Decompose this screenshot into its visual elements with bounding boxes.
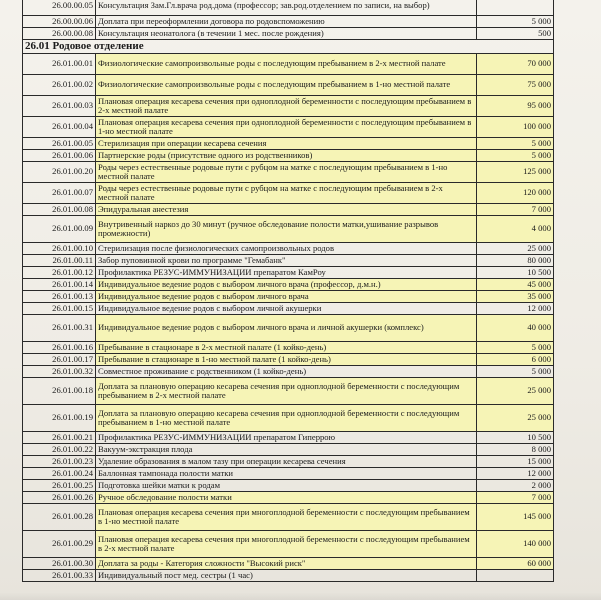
service-description: Баллонная тампонада полости матки xyxy=(96,468,477,480)
price-row xyxy=(23,456,554,468)
service-code: 26.01.00.01 xyxy=(23,54,96,75)
service-description: Роды через естественные родовые пути с рубцом на матке с последующим пребыванием в 2-х местной палате xyxy=(96,183,477,204)
page-edge-shadow xyxy=(0,592,601,600)
service-code: 26.01.00.13 xyxy=(23,291,96,303)
service-code: 26.01.00.18 xyxy=(23,378,96,405)
service-price xyxy=(477,0,554,16)
price-row xyxy=(23,117,554,138)
price-row xyxy=(23,28,554,40)
service-code: 26.01.00.22 xyxy=(23,444,96,456)
service-price: 70 000 xyxy=(477,54,554,75)
service-description: Доплата за плановую операцию кесарева сечения при одноплодной беременности с последующим пребыванием в 2-х местной палате xyxy=(96,378,477,405)
service-price: 45 000 xyxy=(477,279,554,291)
service-price xyxy=(477,570,554,582)
section-title: 26.01 Родовое отделение xyxy=(23,40,554,54)
service-price: 40 000 xyxy=(477,315,554,342)
service-description: Партнерские роды (присутствие одного из родственников) xyxy=(96,150,477,162)
price-row xyxy=(23,315,554,342)
service-description: Профилактика РЕЗУС-ИММУНИЗАЦИИ препаратом КамРоу xyxy=(96,267,477,279)
service-price: 35 000 xyxy=(477,291,554,303)
service-price: 12 000 xyxy=(477,468,554,480)
service-code: 26.01.00.04 xyxy=(23,117,96,138)
service-code: 26.01.00.32 xyxy=(23,366,96,378)
service-description: Профилактика РЕЗУС-ИММУНИЗАЦИИ препаратом Гиперрою xyxy=(96,432,477,444)
service-price: 4 000 xyxy=(477,216,554,243)
service-code: 26.01.00.29 xyxy=(23,531,96,558)
service-code: 26.01.00.16 xyxy=(23,342,96,354)
service-code: 26.01.00.17 xyxy=(23,354,96,366)
service-code: 26.01.00.30 xyxy=(23,558,96,570)
service-description: Роды через естественные родовые пути с рубцом на матке с последующим пребыванием в 1-но местной палате xyxy=(96,162,477,183)
service-code: 26.01.00.15 xyxy=(23,303,96,315)
price-row xyxy=(23,366,554,378)
price-row xyxy=(23,162,554,183)
price-row xyxy=(23,54,554,75)
service-code: 26.01.00.06 xyxy=(23,150,96,162)
section-header xyxy=(23,40,554,54)
price-row xyxy=(23,405,554,432)
price-row xyxy=(23,279,554,291)
price-row xyxy=(23,444,554,456)
price-row xyxy=(23,291,554,303)
service-price: 8 000 xyxy=(477,444,554,456)
service-price: 80 000 xyxy=(477,255,554,267)
service-description: Плановая операция кесарева сечения при одноплодной беременности с последующим пребыванием в 2-х местной палате xyxy=(96,96,477,117)
service-description: Стерилизация при операции кесарева сечения xyxy=(96,138,477,150)
service-price: 120 000 xyxy=(477,183,554,204)
service-price: 6 000 xyxy=(477,354,554,366)
price-row xyxy=(23,255,554,267)
price-row xyxy=(23,75,554,96)
service-description: Физиологические самопроизвольные роды с последующим пребыванием в 2-х местной палате xyxy=(96,54,477,75)
price-row xyxy=(23,183,554,204)
service-description: Индивидуальное ведение родов с выбором личного врача (профессор, д.м.н.) xyxy=(96,279,477,291)
price-row xyxy=(23,342,554,354)
service-description: Подготовка шейки матки к родам xyxy=(96,480,477,492)
service-description: Забор пуповинной крови по программе "Гемабанк" xyxy=(96,255,477,267)
service-code: 26.01.00.02 xyxy=(23,75,96,96)
price-row xyxy=(23,354,554,366)
price-row xyxy=(23,570,554,582)
service-code: 26.01.00.07 xyxy=(23,183,96,204)
service-code: 26.01.00.12 xyxy=(23,267,96,279)
price-row xyxy=(23,150,554,162)
price-row xyxy=(23,378,554,405)
service-price: 125 000 xyxy=(477,162,554,183)
service-description: Доплата за роды - Категория сложности "Высокий риск" xyxy=(96,558,477,570)
service-price: 5 000 xyxy=(477,150,554,162)
service-description: Индивидуальное ведение родов с выбором личного врача xyxy=(96,291,477,303)
service-price: 10 500 xyxy=(477,267,554,279)
service-code: 26.01.00.31 xyxy=(23,315,96,342)
service-description: Внутривенный наркоз до 30 минут (ручное обследование полости матки,ушивание разрывов промежности) xyxy=(96,216,477,243)
service-code: 26.01.00.11 xyxy=(23,255,96,267)
price-table xyxy=(22,0,554,582)
service-price: 95 000 xyxy=(477,96,554,117)
price-row xyxy=(23,216,554,243)
service-price: 140 000 xyxy=(477,531,554,558)
service-code: 26.01.00.24 xyxy=(23,468,96,480)
service-code: 26.00.00.05 xyxy=(23,0,96,16)
price-row xyxy=(23,504,554,531)
service-price: 15 000 xyxy=(477,456,554,468)
service-code: 26.00.00.06 xyxy=(23,16,96,28)
service-price: 145 000 xyxy=(477,504,554,531)
service-description: Стерилизация после физиологических самопроизвольных родов xyxy=(96,243,477,255)
service-price: 5 000 xyxy=(477,342,554,354)
price-row xyxy=(23,531,554,558)
service-code: 26.01.00.26 xyxy=(23,492,96,504)
service-description: Совместное проживание с родственником (1 койко-день) xyxy=(96,366,477,378)
service-code: 26.01.00.03 xyxy=(23,96,96,117)
price-row xyxy=(23,267,554,279)
service-price: 2 000 xyxy=(477,480,554,492)
service-code: 26.01.00.20 xyxy=(23,162,96,183)
service-price: 25 000 xyxy=(477,243,554,255)
price-row xyxy=(23,0,554,16)
service-description: Физиологические самопроизвольные роды с последующим пребыванием в 1-но местной палате xyxy=(96,75,477,96)
service-price: 10 500 xyxy=(477,432,554,444)
service-code: 26.01.00.14 xyxy=(23,279,96,291)
service-price: 75 000 xyxy=(477,75,554,96)
service-code: 26.01.00.25 xyxy=(23,480,96,492)
service-description: Плановая операция кесарева сечения при одноплодной беременности с последующим пребыванием в 1-но местной палате xyxy=(96,117,477,138)
service-description: Доплата за плановую операцию кесарева сечения при одноплодной беременности с последующим пребыванием в 1-но местной палате xyxy=(96,405,477,432)
price-row xyxy=(23,492,554,504)
price-row xyxy=(23,558,554,570)
price-row xyxy=(23,96,554,117)
service-code: 26.00.00.08 xyxy=(23,28,96,40)
service-description: Пребывание в стационаре в 1-но местной палате (1 койко-день) xyxy=(96,354,477,366)
service-description: Эпидуральная анестезия xyxy=(96,204,477,216)
service-price: 12 000 xyxy=(477,303,554,315)
price-row xyxy=(23,204,554,216)
service-price: 7 000 xyxy=(477,204,554,216)
service-code: 26.01.00.28 xyxy=(23,504,96,531)
price-row xyxy=(23,432,554,444)
service-description: Индивидуальный пост мед. сестры (1 час) xyxy=(96,570,477,582)
price-row xyxy=(23,480,554,492)
service-description: Консультация Зам.Гл.врача род.дома (профессор; зав.род.отделением по записи, на выбор) xyxy=(96,0,477,16)
service-description: Плановая операция кесарева сечения при многоплодной беременности с последующим пребыванием в 2-х местной палате xyxy=(96,531,477,558)
service-description: Индивидуальное ведение родов с выбором личного врача и личной акушерки (комплекс) xyxy=(96,315,477,342)
service-code: 26.01.00.33 xyxy=(23,570,96,582)
service-description: Пребывание в стационаре в 2-х местной палате (1 койко-день) xyxy=(96,342,477,354)
service-description: Плановая операция кесарева сечения при многоплодной беременности с последующим пребыванием в 1-но местной палате xyxy=(96,504,477,531)
service-code: 26.01.00.08 xyxy=(23,204,96,216)
service-description: Доплата при переоформлении договора по родовспоможению xyxy=(96,16,477,28)
service-description: Вакуум-экстракция плода xyxy=(96,444,477,456)
service-price: 25 000 xyxy=(477,378,554,405)
service-description: Удаление образования в малом тазу при операции кесарева сечения xyxy=(96,456,477,468)
service-description: Консультация неонатолога (в течении 1 мес. после рождения) xyxy=(96,28,477,40)
service-price: 5 000 xyxy=(477,16,554,28)
service-price: 100 000 xyxy=(477,117,554,138)
price-row xyxy=(23,138,554,150)
price-row xyxy=(23,468,554,480)
service-price: 25 000 xyxy=(477,405,554,432)
service-code: 26.01.00.23 xyxy=(23,456,96,468)
service-price: 5 000 xyxy=(477,366,554,378)
price-row xyxy=(23,16,554,28)
service-code: 26.01.00.10 xyxy=(23,243,96,255)
price-row xyxy=(23,243,554,255)
service-price: 5 000 xyxy=(477,138,554,150)
service-price: 500 xyxy=(477,28,554,40)
service-price: 60 000 xyxy=(477,558,554,570)
price-row xyxy=(23,303,554,315)
service-code: 26.01.00.19 xyxy=(23,405,96,432)
service-code: 26.01.00.09 xyxy=(23,216,96,243)
service-price: 7 000 xyxy=(477,492,554,504)
service-description: Индивидуальное ведение родов с выбором личной акушерки xyxy=(96,303,477,315)
service-code: 26.01.00.21 xyxy=(23,432,96,444)
service-description: Ручное обследование полости матки xyxy=(96,492,477,504)
service-code: 26.01.00.05 xyxy=(23,138,96,150)
